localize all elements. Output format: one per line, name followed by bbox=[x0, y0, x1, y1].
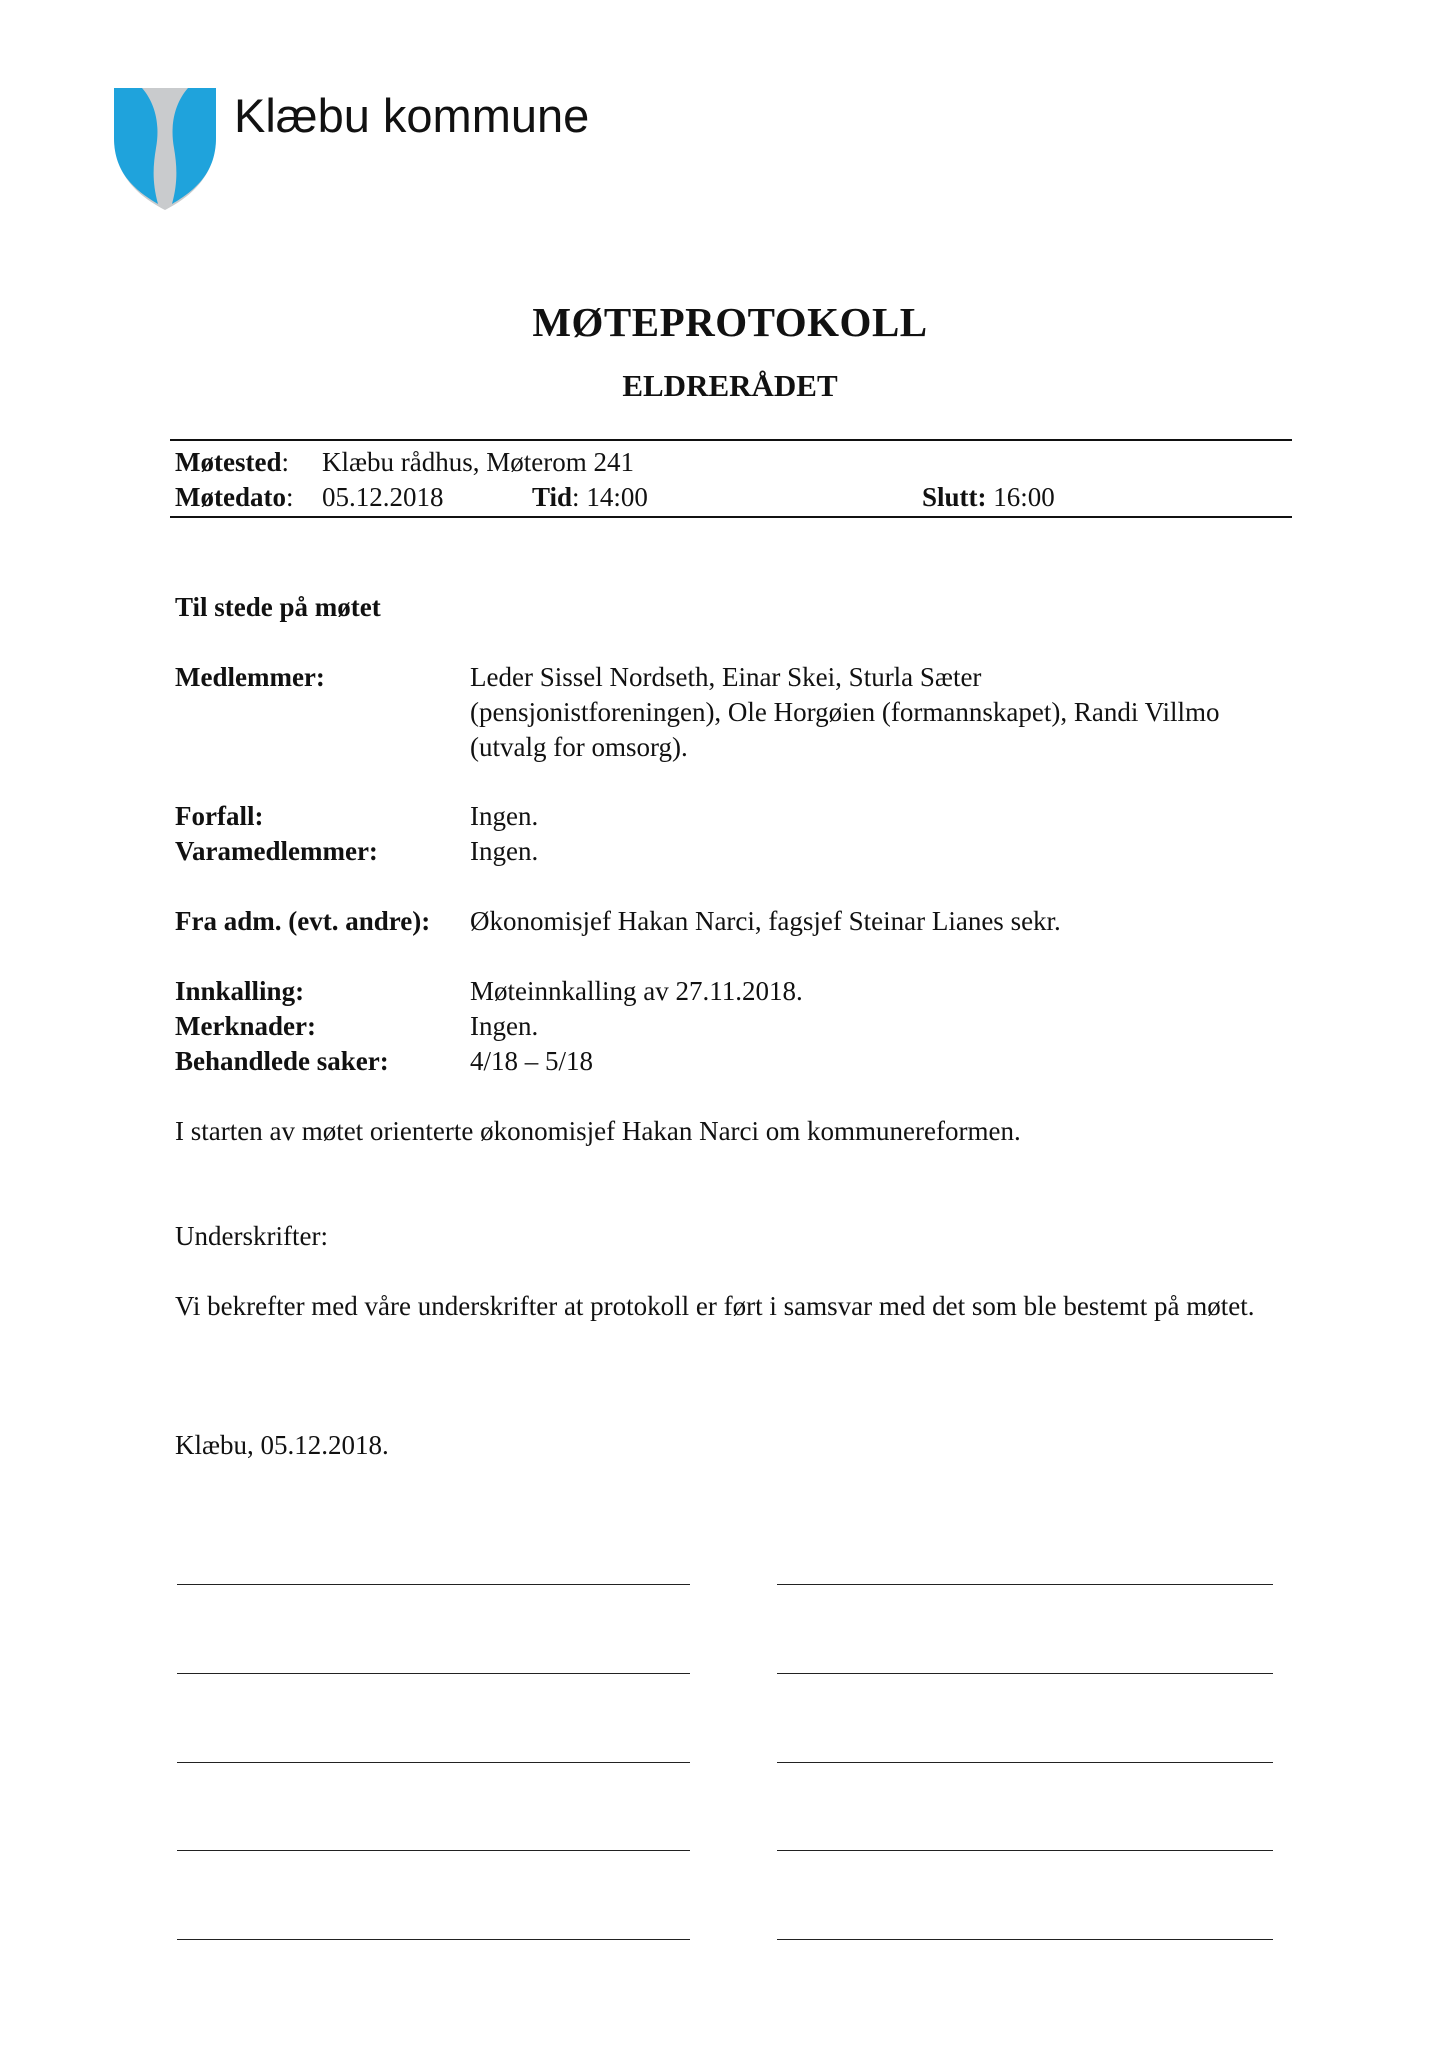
signature-line[interactable] bbox=[777, 1673, 1273, 1674]
confirmation-paragraph: Vi bekrefter med våre underskrifter at protokoll er ført i samsvar med det som ble bestemt på møtet. bbox=[175, 1291, 1255, 1321]
signature-line[interactable] bbox=[177, 1673, 690, 1674]
notice-value: Møteinnkalling av 27.11.2018. bbox=[470, 976, 803, 1006]
cases-label: Behandlede saker: bbox=[175, 1046, 389, 1076]
meeting-date-label: Møtedato: bbox=[175, 482, 294, 512]
coat-of-arms-logo bbox=[112, 86, 218, 212]
signature-line[interactable] bbox=[777, 1850, 1273, 1851]
cases-value: 4/18 – 5/18 bbox=[470, 1046, 594, 1076]
signature-line[interactable] bbox=[177, 1584, 690, 1585]
members-value: Leder Sissel Nordseth, Einar Skei, Sturla Sæter (pensjonistforeningen), Ole Horgøien (formannskapet), Randi Villmo (utvalg for omsorg). bbox=[470, 662, 1220, 762]
admin-value: Økonomisjef Hakan Narci, fagsjef Steinar Lianes sekr. bbox=[470, 906, 1061, 936]
remarks-label: Merknader: bbox=[175, 1011, 316, 1041]
signature-line[interactable] bbox=[777, 1584, 1273, 1585]
admin-label: Fra adm. (evt. andre): bbox=[175, 906, 431, 936]
page-title: MØTEPROTOKOLL bbox=[532, 299, 928, 345]
notice-label: Innkalling: bbox=[175, 976, 305, 1006]
intro-paragraph: I starten av møtet orienterte økonomisjef Hakan Narci om kommunereformen. bbox=[175, 1116, 1021, 1146]
meeting-date-value: 05.12.2018 bbox=[322, 482, 444, 512]
top-divider bbox=[170, 439, 1292, 441]
bottom-divider bbox=[170, 516, 1292, 518]
attendance-heading: Til stede på møtet bbox=[175, 592, 381, 622]
signature-line[interactable] bbox=[177, 1939, 690, 1940]
signature-line[interactable] bbox=[777, 1762, 1273, 1763]
signatures-heading: Underskrifter: bbox=[175, 1221, 328, 1251]
meeting-time: Tid: 14:00 bbox=[532, 482, 648, 512]
committee-name: ELDRERÅDET bbox=[622, 368, 838, 403]
meeting-place-label: Møtested: bbox=[175, 447, 289, 477]
members-label: Medlemmer: bbox=[175, 662, 325, 692]
deputies-label: Varamedlemmer: bbox=[175, 836, 378, 866]
remarks-value: Ingen. bbox=[470, 1011, 539, 1041]
signature-line[interactable] bbox=[177, 1850, 690, 1851]
meeting-end: Slutt: 16:00 bbox=[922, 482, 1055, 512]
coat-of-arms-icon bbox=[112, 86, 218, 212]
municipality-name: Klæbu kommune bbox=[234, 89, 590, 142]
deputies-value: Ingen. bbox=[470, 836, 539, 866]
meeting-place-value: Klæbu rådhus, Møterom 241 bbox=[322, 447, 634, 477]
absent-value: Ingen. bbox=[470, 801, 539, 831]
signature-line[interactable] bbox=[777, 1939, 1273, 1940]
signature-line[interactable] bbox=[177, 1762, 690, 1763]
absent-label: Forfall: bbox=[175, 801, 264, 831]
place-date: Klæbu, 05.12.2018. bbox=[175, 1430, 389, 1460]
